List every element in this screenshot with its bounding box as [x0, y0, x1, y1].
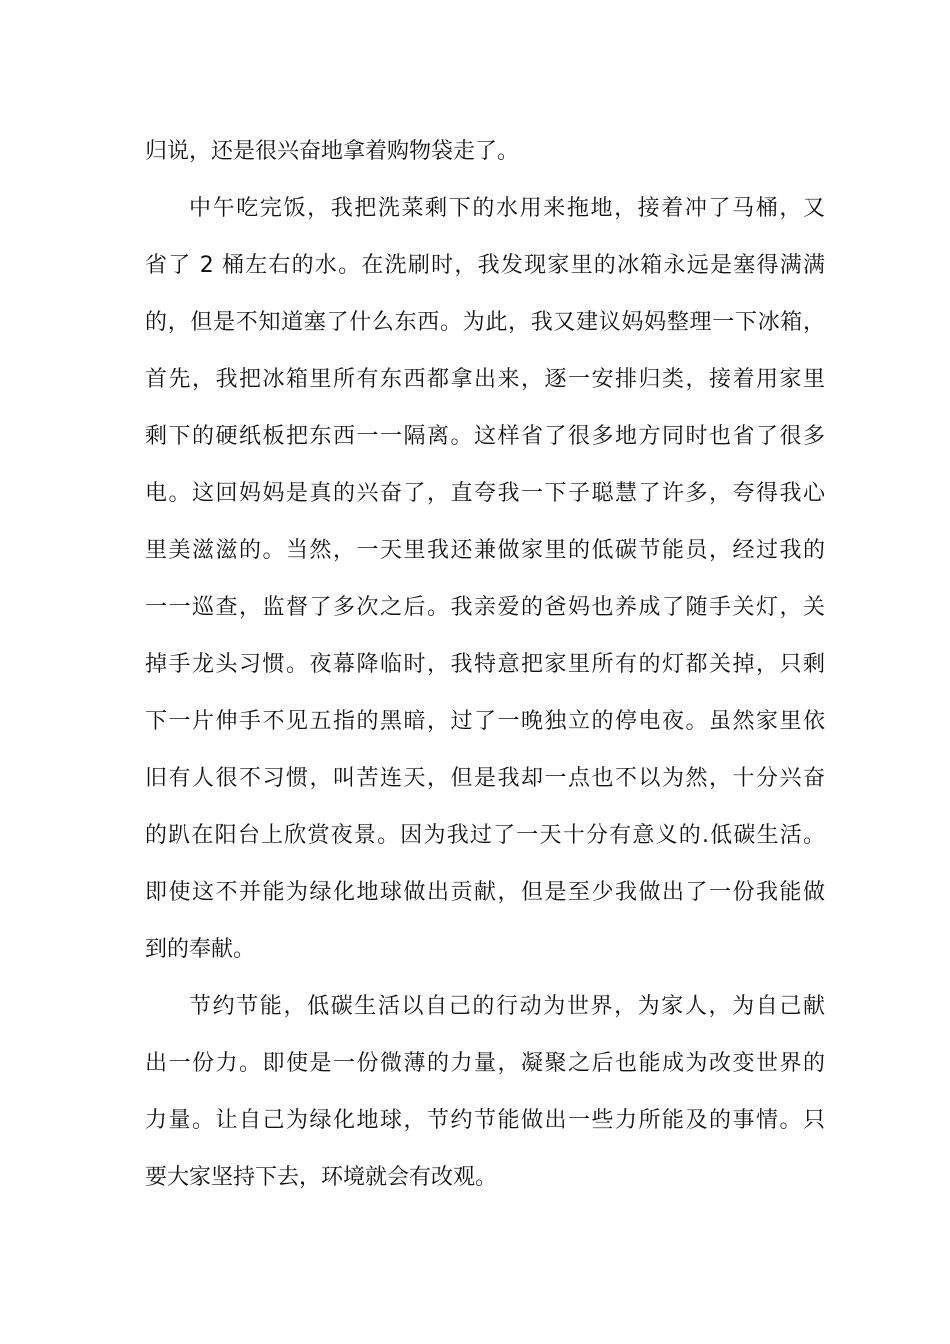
- paragraph-line: 出一份力。即使是一份微薄的力量，凝聚之后也能成为改变世界的: [145, 1051, 825, 1076]
- paragraph-line: 节约节能，低碳生活以自己的行动为世界，为家人，为自己献: [189, 994, 825, 1019]
- paragraph-line: 的趴在阳台上欣赏夜景。因为我过了一天十分有意义的.低碳生活。: [145, 823, 825, 848]
- paragraph-line: 要大家坚持下去，环境就会有改观。: [145, 1165, 498, 1190]
- paragraph-line: 省了 2 桶左右的水。在洗刷时，我发现家里的冰箱永远是塞得满满: [145, 253, 825, 278]
- paragraph-line: 剩下的硬纸板把东西一一隔离。这样省了很多地方同时也省了很多: [145, 424, 825, 449]
- paragraph-line: 到的奉献。: [145, 937, 256, 962]
- paragraph-3: [145, 978, 825, 1206]
- paragraph-line: 的，但是不知道塞了什么东西。为此，我又建议妈妈整理一下冰箱，: [145, 310, 825, 335]
- paragraph-line: 一一巡查，监督了多次之后。我亲爱的爸妈也养成了随手关灯，关: [145, 595, 825, 620]
- paragraph-line: 电。这回妈妈是真的兴奋了，直夸我一下子聪慧了许多，夸得我心: [145, 481, 825, 506]
- paragraph-line: 即使这不并能为绿化地球做出贡献，但是至少我做出了一份我能做: [145, 880, 825, 905]
- paragraph-line: 归说，还是很兴奋地拿着购物袋走了。: [145, 139, 520, 164]
- paragraph-1: [145, 123, 825, 180]
- document-body: [145, 123, 825, 1206]
- paragraph-line: 力量。让自己为绿化地球，节约节能做出一些力所能及的事情。只: [145, 1108, 825, 1133]
- paragraph-line: 旧有人很不习惯，叫苦连天，但是我却一点也不以为然，十分兴奋: [145, 766, 825, 791]
- paragraph-line: 下一片伸手不见五指的黑暗，过了一晚独立的停电夜。虽然家里依: [145, 709, 825, 734]
- paragraph-line: 掉手龙头习惯。夜幕降临时，我特意把家里所有的灯都关掉，只剩: [145, 652, 825, 677]
- paragraph-2: [145, 180, 825, 978]
- paragraph-line: 中午吃完饭，我把洗菜剩下的水用来拖地，接着冲了马桶，又: [189, 196, 825, 221]
- paragraph-line: 里美滋滋的。当然，一天里我还兼做家里的低碳节能员，经过我的: [145, 538, 825, 563]
- paragraph-line: 首先，我把冰箱里所有东西都拿出来，逐一安排归类，接着用家里: [145, 367, 825, 392]
